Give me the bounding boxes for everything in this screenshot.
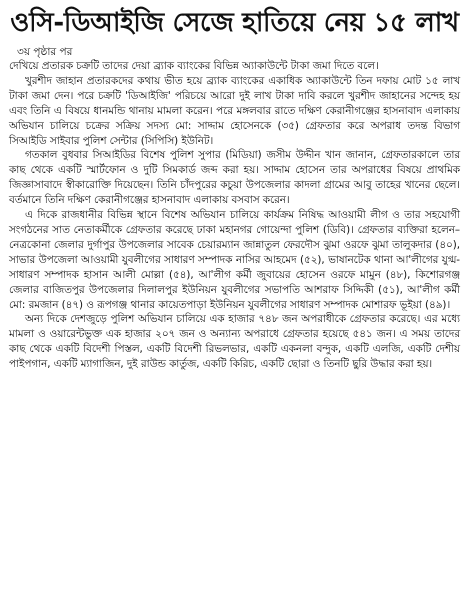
article-body (9, 59, 460, 372)
paragraph-3: গতকাল বুধবার সিআইডির বিশেষ পুলিশ সুপার (মিডিয়া) জসীম উদ্দীন খান জানান, গ্রেফতারকালে তার কাছ থেকে একটি স্মার্টফোন ও দুটি সিমকার্ড জব্দ করা হয়। সাদ্দাম হোসেন তার অপরাধের বিষয়ে প্রাথমিক জিজ্ঞাসাবাদে স্বীকারোক্তি দিয়েছেন। তিনি চাঁদপুরের কচুয়া উপজেলার কাদলা গ্রামের আবু তাহের খানের ছেলে। বর্তমানে তিনি দক্ষিণ কেরানীগঞ্জের হাসনাবাদ এলাকায় বসবাস করেন। (9, 149, 460, 207)
paragraph-1: দেখিয়ে প্রতারক চক্রটি তাদের দেয়া ব্র্যাক ব্যাংকের বিভিন্ন অ্যাকাউন্টে টাকা জমা দিতে বলে। (9, 60, 379, 72)
headline: ওসি-ডিআইজি সেজে হাতিয়ে নেয় ১৫ লাখ (10, 8, 459, 38)
paragraph-2: খুরশীদ জাহান প্রতারকদের কথায় ভীত হয়ে ব্র্যাক ব্যাংকের একাধিক অ্যাকাউন্টে তিন দফায় মোট ১৫ লাখ টাকা জমা দেন। পরে চক্রটি 'ডিআইজি' পরিচয়ে আরো দুই লাখ টাকা দাবি করলে খুরশীদ জাহানের সন্দেহ হয় এবং তিনি এ বিষয়ে ধানমন্ডি থানায় মামলা করেন। পরে মঙ্গলবার রাতে দক্ষিণ কেরানীগঞ্জের হাসনাবাদ এলাকায় অভিযান চালিয়ে চক্রের সক্রিয় সদস্য মো: সাদ্দাম হোসেনকে (৩৫) গ্রেফতার করে অপরাধ তদন্ত বিভাগ সিআইডি সাইবার পুলিশ সেন্টার (সিপিসি) ইউনিট। (9, 74, 460, 147)
continued-from-label: ৩য় পৃষ্ঠার পর (17, 46, 73, 58)
paragraph-5: অন্য দিকে দেশজুড়ে পুলিশ অভিযান চালিয়ে এক হাজার ৭৪৮ জন অপরাধীকে গ্রেফতার করেছে। এর মধ্যে মামলা ও ওয়ারেন্টভুক্ত এক হাজার ২০৭ জন ও অন্যান্য অপরাধে গ্রেফতার হয়েছে ৫৪১ জন। এ সময় তাদের কাছ থেকে একটি বিদেশী পিস্তল, একটি বিদেশী রিভলভার, একটি একনলা বন্দুক, একটি এলজি, একটি দেশীয় পাইপগান, একটি ম্যাগাজিন, দুই রাউন্ড কার্তুজ, একটি কিরিচ, একটি ছোরা ও তিনটি ছুরি উদ্ধার করা হয়। (9, 313, 460, 371)
paragraph-4: এ দিকে রাজধানীর বিভিন্ন স্থানে বিশেষ অভিযান চালিয়ে কার্যক্রম নিষিদ্ধ আওয়ামী লীগ ও তার সহযোগী সংগঠনের সাত নেতাকর্মীকে গ্রেফতার করেছে ঢাকা মহানগর গোয়েন্দা পুলিশ (ডিবি)। গ্রেফতার ব্যক্তিরা হলেন– নেত্রকোনা জেলার দুর্গাপুর উপজেলার সাবেক চেয়ারম্যান জান্নাতুল ফেরদৌস ঝুমা ওরফে ঝুমা তালুকদার (৪০), সাভার উপজেলা আওয়ামী যুবলীগের সাধারণ সম্পাদক নাসির আহমেদ (৫২), ভাষানটেক থানা আ'লীগের যুগ্ম-সাধারণ সম্পাদক হাসান আলী মোল্লা (৫৪), আ'লীগ কর্মী জুবায়ের হোসেন ওরফে মামুন (৪৮), কিশোরগঞ্জ জেলার বাজিতপুর উপজেলার দিলালপুর ইউনিয়ন যুবলীগের সভাপতি আশরাফ সিদ্দিকী (৫১), আ'লীগ কর্মী মো: রমজান (৪৭) ও রূপগঞ্জ থানার কায়েতপাড়া ইউনিয়ন যুবলীগের সাধারণ সম্পাদক মোশারফ ভূইয়া (৪৯)। (9, 209, 460, 311)
